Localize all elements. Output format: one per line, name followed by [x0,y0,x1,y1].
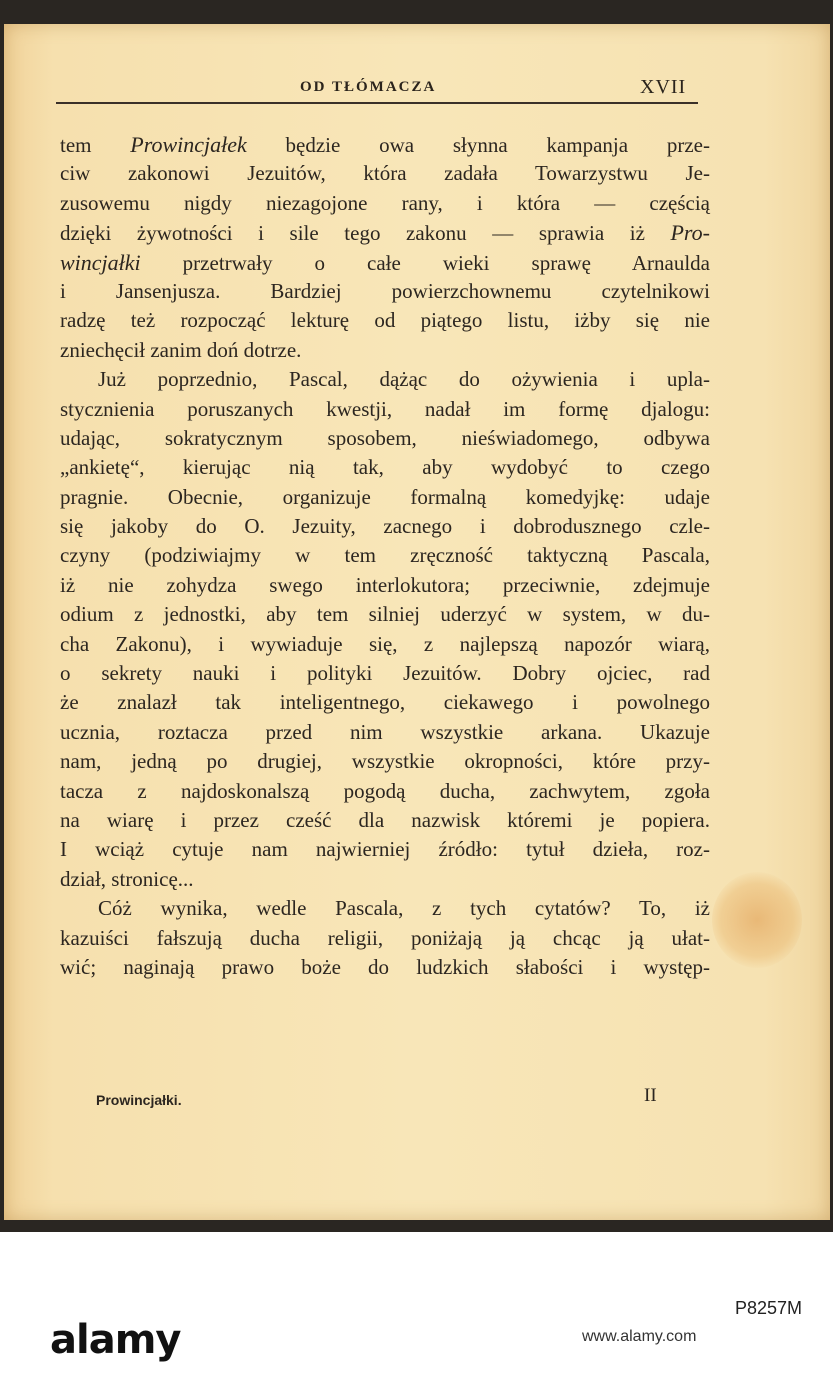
text-run: odium z jednostki, aby tem silniej uderzyć w system, w du- [60,602,710,627]
text-run: „ankietę“, kierując nią tak, aby wydobyć to czego [60,455,710,480]
text-run: ciw zakonowi Jezuitów, która zadała Towarzystwu Je- [60,161,710,186]
page-number: XVII [640,76,687,98]
text-line [60,806,710,835]
text-line [60,688,710,717]
text-line [60,894,710,923]
text-run: pragnie. Obecnie, organizuje formalną komedyjkę: udaje [60,484,710,509]
text-line [60,835,710,864]
text-line [60,777,710,806]
paper-stain [712,872,802,968]
text-line [60,600,710,629]
text-run: i Jansenjusza. Bardziej powierzchownemu czytelnikowi [60,278,710,303]
text-run: na wiarę i przez cześć dla nazwisk któremi je popiera. [60,807,710,832]
text-run: kazuiści fałszują ducha religii, poniżają ją chcąc ją ułat- [60,925,710,950]
italic-text: Pro- [670,220,710,246]
watermark-url: www.alamy.com [582,1328,697,1345]
text-line [60,453,710,482]
watermark-image-id: P8257M [735,1298,803,1318]
text-run: przetrwały o całe wieki sprawę Arnaulda [140,250,710,275]
text-run: że znalazł tak inteligentnego, ciekawego i powolnego [60,690,710,715]
text-line [60,512,710,541]
text-run: tacza z najdoskonalszą pogodą ducha, zachwytem, zgoła [60,778,710,803]
text-run: tem [60,133,131,157]
text-line [60,306,710,335]
text-run: będzie owa słynna kampanja prze- [246,133,710,157]
text-line [60,395,710,424]
text-run: stycznienia poruszanych kwestji, nadał im formę djalogu: [60,396,710,421]
text-line [60,865,710,894]
text-run: się jakoby do O. Jezuity, zacnego i dobrodusznego czle- [60,514,710,539]
text-run: dział, stronicę... [60,866,194,891]
text-run: iż nie zohydza swego interlokutora; przeciwnie, zdejmuje [60,572,710,597]
text-run: radzę też rozpocząć lekturę od piątego listu, iżby się nie [60,308,710,333]
running-title: OD TŁÓMACZA [300,79,437,95]
text-run: udając, sokratycznym sposobem, nieświadomego, odbywa [60,425,710,450]
text-run: nam, jedną po drugiej, wszystkie okropności, które przy- [60,749,710,774]
text-line [60,747,710,776]
text-run: ucznia, roztacza przed nim wszystkie arkana. Ukazuje [60,719,710,744]
text-line [60,277,710,306]
text-run: czyny (podziwiajmy w tem zręczność taktyczną Pascala, [60,543,710,568]
watermark-bar [0,1232,833,1390]
text-run: I wciąż cytuje nam najwierniej źródło: tytuł dzieła, roz- [60,837,710,862]
text-run: Cóż wynika, wedle Pascala, z tych cytatów? To, iż [98,896,710,921]
text-run: cha Zakonu), i wywiaduje się, z najlepszą napozór wiarą, [60,631,710,656]
text-line [60,659,710,688]
text-run: wić; naginają prawo boże do ludzkich słabości i występ- [60,954,710,979]
text-run: dzięki żywotności i sile tego zakonu — sprawia iż [60,221,671,246]
text-line [60,336,710,365]
header-rule [56,102,698,104]
sheet-number: II [644,1085,657,1106]
text-line [60,424,710,453]
italic-text: wincjałki [60,249,141,275]
text-line [60,483,710,512]
text-line [60,924,710,953]
body-text [60,130,710,982]
text-line [60,571,710,600]
text-line [60,630,710,659]
text-run: zniechęcił zanim doń dotrze. [60,337,302,362]
text-line [60,159,710,188]
text-line [60,953,710,982]
text-line [60,365,710,394]
text-line [60,248,710,277]
watermark-logo: alamy [50,1317,181,1363]
text-run: zusowemu nigdy niezagojone rany, i która — częścią [60,190,710,215]
text-line [60,130,710,159]
text-line [60,541,710,570]
text-run: o sekrety nauki i polityki Jezuitów. Dobry ojciec, rad [60,661,710,686]
signature-mark: Prowincjałki. [96,1092,182,1108]
text-line [60,718,710,747]
text-line [60,218,710,247]
text-run: Już poprzednio, Pascal, dążąc do ożywienia i upla- [98,367,710,392]
italic-text: Prowincjałek [130,132,247,157]
text-line [60,189,710,218]
